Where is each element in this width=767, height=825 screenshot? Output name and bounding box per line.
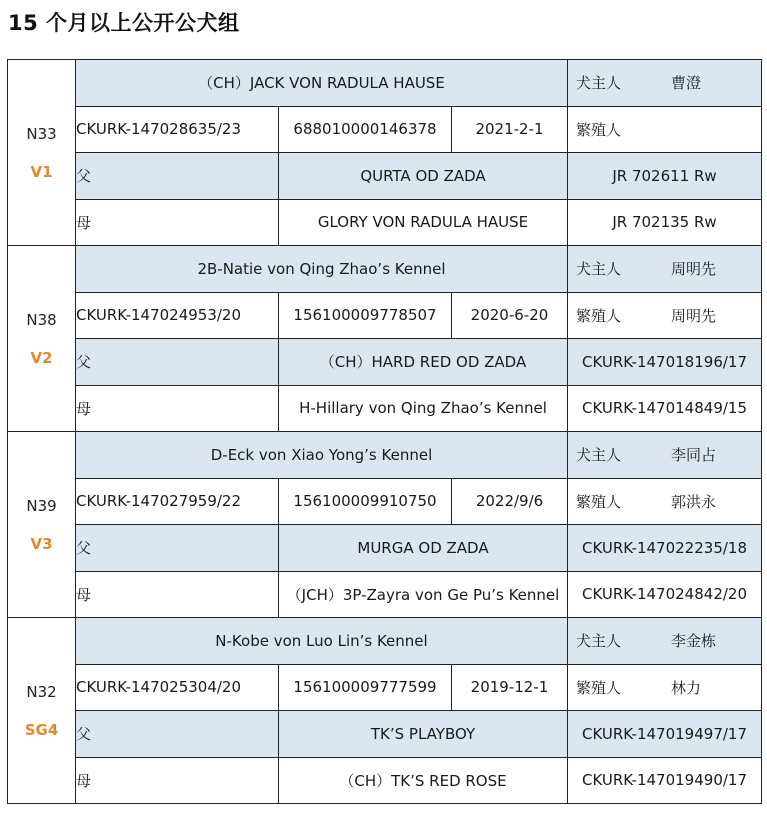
entry-name-row: [8, 60, 762, 107]
catalog-number: N39: [26, 496, 57, 515]
sire-name: TK’S PLAYBOY: [279, 711, 568, 758]
entry-info-row: [8, 478, 762, 525]
breeder-cell: [568, 292, 762, 339]
dam-label: 母: [76, 571, 279, 618]
sire-name: QURTA OD ZADA: [279, 153, 568, 200]
entry-name-row: [8, 246, 762, 293]
sire-name: （CH）HARD RED OD ZADA: [279, 339, 568, 386]
owner-label: 犬主人: [576, 260, 622, 279]
date-of-birth: 2020-6-20: [452, 292, 568, 339]
owner-cell: [568, 432, 762, 479]
owner-name: 李金栋: [671, 632, 717, 651]
dog-name: （CH）JACK VON RADULA HAUSE: [76, 60, 568, 107]
registration-number: CKURK-147024953/20: [76, 292, 279, 339]
dam-name: （CH）TK’S RED ROSE: [279, 757, 568, 804]
breeder-cell: [568, 106, 762, 153]
dam-label: 母: [76, 757, 279, 804]
date-of-birth: 2021-2-1: [452, 106, 568, 153]
sire-row: [8, 711, 762, 758]
breeder-label: 繁殖人: [576, 492, 622, 511]
owner-cell: [568, 618, 762, 665]
grade-placing: V1: [30, 162, 53, 181]
sire-label: 父: [76, 711, 279, 758]
dam-name: （JCH）3P-Zayra von Ge Pu’s Kennel: [279, 571, 568, 618]
owner-cell: [568, 60, 762, 107]
breeder-name: 林力: [671, 678, 702, 697]
microchip-number: 156100009910750: [279, 478, 452, 525]
dam-row: [8, 385, 762, 432]
breeder-label: 繁殖人: [576, 120, 622, 139]
breeder-name: 周明先: [671, 306, 717, 325]
grade-placing: V2: [30, 348, 53, 367]
entry-placing-cell: [8, 60, 76, 246]
breeder-cell: [568, 664, 762, 711]
owner-label: 犬主人: [576, 632, 622, 651]
dam-registration: JR 702135 Rw: [568, 199, 762, 246]
dam-registration: CKURK-147024842/20: [568, 571, 762, 618]
entry-name-row: [8, 432, 762, 479]
grade-placing: V3: [30, 534, 53, 553]
dam-label: 母: [76, 199, 279, 246]
dog-name: D-Eck von Xiao Yong’s Kennel: [76, 432, 568, 479]
breeder-name: 郭洪永: [671, 492, 717, 511]
sire-label: 父: [76, 153, 279, 200]
entry-placing-cell: [8, 246, 76, 432]
sire-registration: JR 702611 Rw: [568, 153, 762, 200]
breeder-cell: [568, 478, 762, 525]
dam-row: [8, 571, 762, 618]
owner-label: 犬主人: [576, 446, 622, 465]
sire-name: MURGA OD ZADA: [279, 525, 568, 572]
registration-number: CKURK-147028635/23: [76, 106, 279, 153]
sire-registration: CKURK-147018196/17: [568, 339, 762, 386]
date-of-birth: 2019-12-1: [452, 664, 568, 711]
dam-label: 母: [76, 385, 279, 432]
grade-placing: SG4: [24, 720, 59, 739]
results-table: [7, 59, 762, 804]
dam-row: [8, 199, 762, 246]
catalog-number: N38: [26, 310, 57, 329]
sire-row: [8, 525, 762, 572]
date-of-birth: 2022/9/6: [452, 478, 568, 525]
dam-name: H-Hillary von Qing Zhao’s Kennel: [279, 385, 568, 432]
sire-registration: CKURK-147019497/17: [568, 711, 762, 758]
breeder-label: 繁殖人: [576, 306, 622, 325]
owner-label: 犬主人: [576, 74, 622, 93]
microchip-number: 688010000146378: [279, 106, 452, 153]
registration-number: CKURK-147027959/22: [76, 478, 279, 525]
dam-name: GLORY VON RADULA HAUSE: [279, 199, 568, 246]
microchip-number: 156100009777599: [279, 664, 452, 711]
sire-label: 父: [76, 525, 279, 572]
owner-name: 周明先: [671, 260, 717, 279]
owner-cell: [568, 246, 762, 293]
entry-info-row: [8, 106, 762, 153]
dam-registration: CKURK-147014849/15: [568, 385, 762, 432]
dam-registration: CKURK-147019490/17: [568, 757, 762, 804]
entry-placing-cell: [8, 432, 76, 618]
microchip-number: 156100009778507: [279, 292, 452, 339]
entry-name-row: [8, 618, 762, 665]
dog-name: N-Kobe von Luo Lin’s Kennel: [76, 618, 568, 665]
sire-label: 父: [76, 339, 279, 386]
sire-row: [8, 153, 762, 200]
page-title: 15 个月以上公开公犬组: [8, 11, 240, 35]
owner-name: 李同占: [671, 446, 717, 465]
catalog-number: N32: [26, 682, 57, 701]
registration-number: CKURK-147025304/20: [76, 664, 279, 711]
dam-row: [8, 757, 762, 804]
entry-placing-cell: [8, 618, 76, 804]
sire-row: [8, 339, 762, 386]
entry-info-row: [8, 292, 762, 339]
owner-name: 曹澄: [671, 74, 702, 93]
dog-name: 2B-Natie von Qing Zhao’s Kennel: [76, 246, 568, 293]
entry-info-row: [8, 664, 762, 711]
breeder-label: 繁殖人: [576, 678, 622, 697]
sire-registration: CKURK-147022235/18: [568, 525, 762, 572]
catalog-number: N33: [26, 124, 57, 143]
